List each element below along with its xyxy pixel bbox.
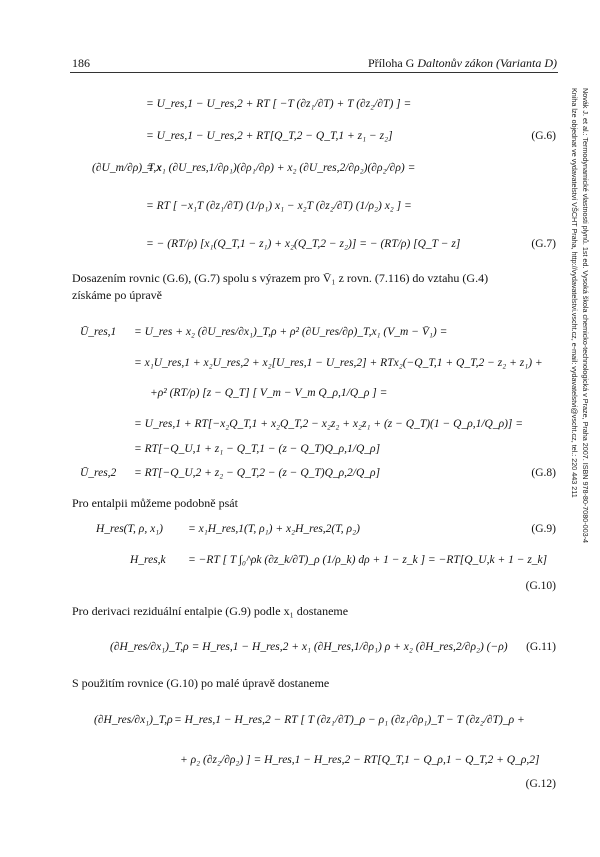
equation-lhs: (∂H_res/∂x₁)_T,ρ [94,714,173,726]
page-number: 186 [72,56,90,70]
equation-line: = x₁ (∂U_res,1/∂ρ₁)(∂ρ₁/∂ρ) + x₂ (∂U_res,2/∂ρ₂)(∂ρ₂/∂ρ) = [146,162,416,174]
running-title-prefix: Příloha G [368,56,415,70]
side-note-line-1: Novák J. et al.: Termodynamické vlastnosti plynů. 1st ed. Vysoká škola chemicko-technologická v Praze, Praha 2007. ISBN 978-80-7080-003-4 [581,88,590,544]
equation-line: = RT[−Q_U,2 + z₂ − Q_T,2 − (z − Q_T)Q_ρ,2/Q_ρ] [134,467,381,479]
equation-line: (∂H_res/∂x₁)_T,ρ = H_res,1 − H_res,2 + x₁ (∂H_res,1/∂ρ₁) ρ + x₂ (∂H_res,2/∂ρ₂) (−ρ) [110,641,508,653]
equation-line: = U_res,1 − U_res,2 + RT[Q_T,2 − Q_T,1 + z₁ − z₂] [146,130,393,142]
paragraph-line: Dosazením rovnic (G.6), (G.7) spolu s výrazem pro V̄₁ z rovn. (7.116) do vztahu (G.4) [72,271,489,285]
equation-line: = H_res,1 − H_res,2 − RT [ T (∂z₁/∂T)_ρ − ρ₁ (∂z₁/∂ρ₁)_T − T (∂z₂/∂T)_ρ + [174,714,525,726]
equation-lhs: Ū_res,2 [80,467,117,479]
equation-line: = U_res + x₂ (∂U_res/∂x₁)_T,ρ + ρ² (∂U_res/∂ρ)_T,x₁ (V_m − V̄₁) = [134,326,448,338]
paragraph-line: Pro entalpii můžeme podobně psát [72,496,238,510]
equation-line: +ρ² (RT/ρ) [z − Q_T] [ V_m − V_m Q_ρ,1/Q_ρ ] = [150,387,388,399]
paragraph-line: Pro derivaci reziduální entalpie (G.9) podle x₁ dostaneme [72,604,349,618]
running-title [300,56,557,71]
equation-line: = x₁U_res,1 + x₂U_res,2 + x₂[U_res,1 − U_res,2] + RTx₂(−Q_T,1 + Q_T,2 − z₂ + z₁) + [134,357,543,369]
equation-line: = x₁H_res,1(T, ρ₁) + x₂H_res,2(T, ρ₂) [188,523,360,535]
equation-number: (G.9) [531,523,556,535]
paragraph-line: získáme po úpravě [72,288,162,302]
equation-line: = − (RT/ρ) [x₁(Q_T,1 − z₁) + x₂(Q_T,2 − z₂)] = − (RT/ρ) [Q_T − z] [146,238,461,250]
equation-number: (G.11) [526,641,556,653]
equation-number: (G.12) [525,778,556,790]
equation-lhs: (∂U_m/∂ρ)_T,x [92,162,162,174]
equation-lhs: H_res,k [130,554,166,566]
equation-lhs: Ū_res,1 [80,326,117,338]
header-rule [70,72,558,73]
equation-line: + ρ₂ (∂z₂/∂ρ₂) ] = H_res,1 − H_res,2 − RT[Q_T,1 − Q_ρ,1 − Q_T,2 + Q_ρ,2] [180,754,540,766]
equation-line: = −RT [ T ∫₀^ρk (∂z_k/∂T)_ρ (1/ρ_k) dρ + 1 − z_k ] = −RT[Q_U,k + 1 − z_k] [188,554,548,566]
side-note-line-2: Kniha lze objednat ve vydavatelství VŠCHT Praha, http://vydavatelstvi.vscht.cz, e-mail: vydavatelstvi@vscht.cz, tel.: 220 443 211 [570,88,580,498]
equation-number: (G.8) [531,467,556,479]
equation-line: = U_res,1 − U_res,2 + RT [ −T (∂z₁/∂T) + T (∂z₂/∂T) ] = [146,98,412,110]
paragraph-line: S použitím rovnice (G.10) po malé úpravě dostaneme [72,676,330,690]
running-title-italic: Daltonův zákon (Varianta D) [417,56,557,70]
equation-number: (G.6) [531,130,556,142]
equation-number: (G.10) [525,580,556,592]
equation-line: = RT[−Q_U,1 + z₁ − Q_T,1 − (z − Q_T)Q_ρ,1/Q_ρ] [134,443,381,455]
equation-line: = RT [ −x₁T (∂z₁/∂T) (1/ρ₁) x₁ − x₂T (∂z₂/∂T) (1/ρ₂) x₂ ] = [146,200,412,212]
equation-lhs: H_res(T, ρ, x₁) [96,523,164,535]
equation-number: (G.7) [531,238,556,250]
equation-line: = U_res,1 + RT[−x₂Q_T,1 + x₂Q_T,2 − x₂z₂ + x₂z₁ + (z − Q_T)(1 − Q_ρ,1/Q_ρ)] = [134,418,524,430]
side-note [568,88,590,748]
